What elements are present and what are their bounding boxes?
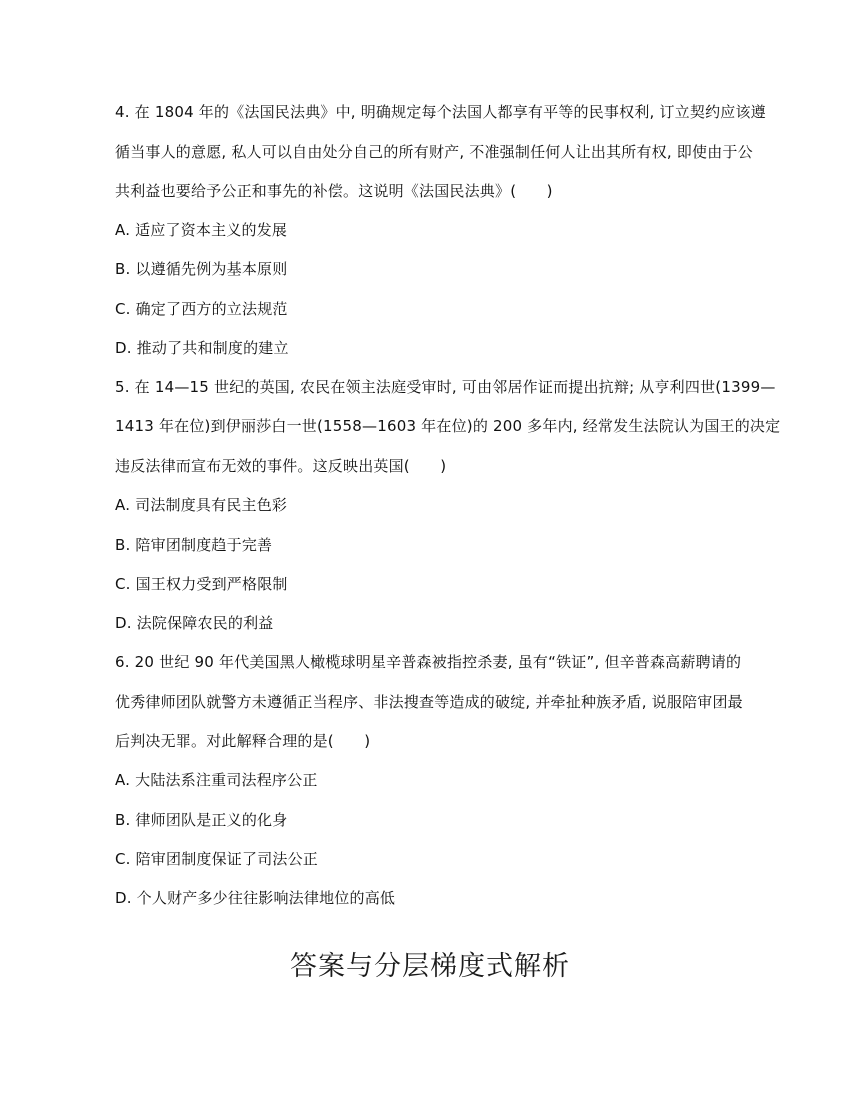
question-6-option-c: C. 陪审团制度保证了司法公正 xyxy=(115,850,319,868)
question-5-option-d: D. 法院保障农民的利益 xyxy=(115,614,274,632)
question-5-stem-line-1: 5. 在 14—15 世纪的英国, 农民在领主法庭受审时, 可由邻居作证而提出抗辩; 从亨利四世(1399— xyxy=(115,378,776,396)
question-4-option-b: B. 以遵循先例为基本原则 xyxy=(115,260,288,278)
question-6-stem-line-1: 6. 20 世纪 90 年代美国黑人橄榄球明星辛普森被指控杀妻, 虽有“铁证”, 但辛普森高薪聘请的 xyxy=(115,653,742,671)
question-5-stem-line-2: 1413 年在位)到伊丽莎白一世(1558—1603 年在位)的 200 多年内, 经常发生法院认为国王的决定 xyxy=(115,417,781,435)
question-6-option-a: A. 大陆法系注重司法程序公正 xyxy=(115,771,318,789)
question-4-stem-line-3: 共利益也要给予公正和事先的补偿。这说明《法国民法典》( ) xyxy=(115,182,553,200)
question-6-stem-line-2: 优秀律师团队就警方未遵循正当程序、非法搜查等造成的破绽, 并牵扯种族矛盾, 说服陪审团最 xyxy=(115,693,743,711)
question-4-stem-line-2: 循当事人的意愿, 私人可以自由处分自己的所有财产, 不准强制任何人让出其所有权, 即使由于公 xyxy=(115,143,753,161)
question-6-option-b: B. 律师团队是正义的化身 xyxy=(115,811,288,829)
question-5-option-a: A. 司法制度具有民主色彩 xyxy=(115,496,288,514)
question-6-stem-line-3: 后判决无罪。对此解释合理的是( ) xyxy=(115,732,371,750)
question-4-option-c: C. 确定了西方的立法规范 xyxy=(115,300,288,318)
answer-section-title: 答案与分层梯度式解析 xyxy=(290,951,570,982)
question-5-stem-line-3: 违反法律而宣布无效的事件。这反映出英国( ) xyxy=(115,457,447,475)
question-4-stem-line-1: 4. 在 1804 年的《法国民法典》中, 明确规定每个法国人都享有平等的民事权利, 订立契约应该遵 xyxy=(115,103,766,121)
question-4-option-d: D. 推动了共和制度的建立 xyxy=(115,339,289,357)
question-5-option-c: C. 国王权力受到严格限制 xyxy=(115,575,288,593)
question-5-option-b: B. 陪审团制度趋于完善 xyxy=(115,536,273,554)
question-6-option-d: D. 个人财产多少往往影响法律地位的高低 xyxy=(115,889,396,907)
question-4-option-a: A. 适应了资本主义的发展 xyxy=(115,221,288,239)
